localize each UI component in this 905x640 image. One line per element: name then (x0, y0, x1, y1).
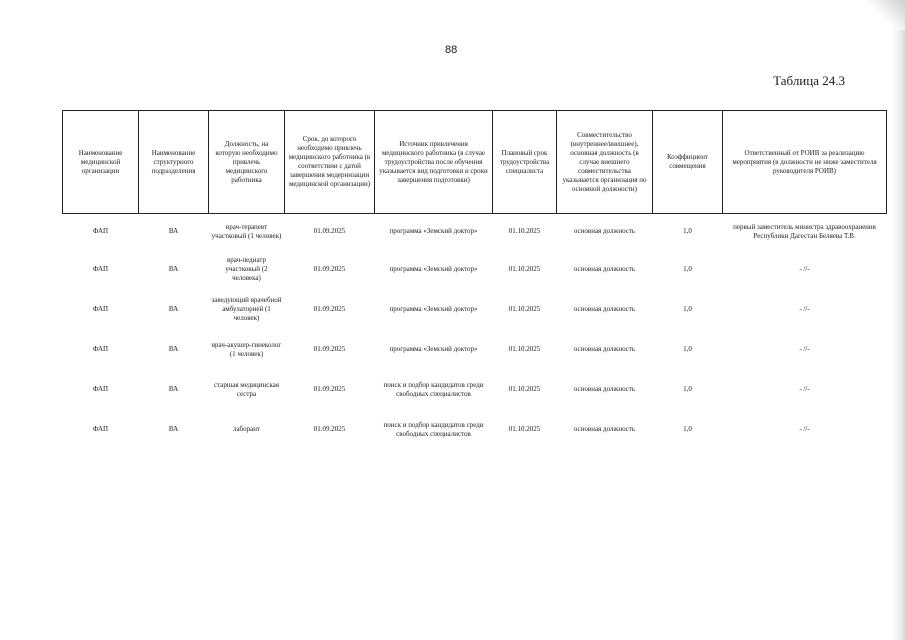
cell-org: ФАП (92, 305, 109, 313)
cell-combination: основная должность (573, 265, 636, 273)
cell-org: ФАП (92, 227, 109, 236)
cell-planned: 01.10.2025 (508, 227, 541, 236)
cell-unit: ВА (168, 345, 179, 353)
cell-planned: 01.10.2025 (508, 385, 541, 393)
cell-responsible: - //- (799, 425, 810, 433)
header-org: Наименование медицинской организации (63, 111, 139, 214)
cell-source: поиск и подбор кандидатов среди свободных специалистов (383, 380, 484, 398)
cell-responsible: - //- (799, 305, 810, 313)
cell-planned: 01.10.2025 (508, 345, 541, 353)
table-row (63, 214, 887, 250)
header-coef: Коэффициент совмещения (653, 111, 723, 214)
cell-source: программа «Земский доктор» (389, 305, 478, 313)
cell-org: ФАП (92, 265, 109, 273)
scan-corner (865, 0, 905, 30)
cell-source: программа «Земский доктор» (389, 265, 478, 273)
header-source: Источник привлечения медицинского работника (в случае трудоустройства после обучения указывается вид подготовки и сроки завершения подготовки) (375, 111, 493, 214)
cell-planned: 01.10.2025 (508, 305, 541, 313)
cell-position: врач-акушер-гинеколог (1 человек) (211, 340, 282, 358)
scan-shadow (891, 0, 905, 640)
cell-source: поиск и подбор кандидатов среди свободных специалистов (383, 420, 484, 438)
cell-combination: основная должность (573, 305, 636, 313)
header-deadline: Срок, до которого необходимо привлечь медицинского работника (в соответствии с датой завершения модернизации медицинской организации) (285, 111, 375, 214)
cell-coef: 1,0 (683, 385, 692, 393)
cell-deadline: 01.09.2025 (313, 345, 346, 353)
table-row (63, 370, 887, 410)
cell-responsible: - //- (799, 265, 810, 273)
cell-combination: основная должность (573, 425, 636, 433)
cell-coef: 1,0 (683, 227, 692, 236)
header-position: Должность, на которую необходимо привлечь медицинского работника (209, 111, 285, 214)
cell-coef: 1,0 (683, 265, 692, 273)
cell-unit: ВА (168, 265, 179, 273)
cell-org: ФАП (92, 425, 109, 433)
cell-unit: ВА (168, 227, 179, 236)
cell-deadline: 01.09.2025 (313, 265, 346, 273)
cell-coef: 1,0 (683, 425, 692, 433)
cell-unit: ВА (168, 385, 179, 393)
cell-position: лаборант (232, 425, 261, 433)
cell-responsible: первый заместитель министра здравоохранения Республики Дагестан Беляева Т.В. (733, 222, 876, 240)
cell-planned: 01.10.2025 (508, 265, 541, 273)
cell-org: ФАП (92, 385, 109, 393)
cell-deadline: 01.09.2025 (313, 305, 346, 313)
cell-coef: 1,0 (683, 305, 692, 313)
table-row (63, 330, 887, 370)
cell-planned: 01.10.2025 (508, 425, 541, 433)
cell-unit: ВА (168, 305, 179, 313)
table-title: Таблица 24.3 (773, 73, 845, 88)
header-row (63, 111, 887, 214)
header-planned: Плановый срок трудоустройства специалиста (493, 111, 557, 214)
table-row (63, 410, 887, 450)
cell-position: старшая медицинская сестра (213, 380, 280, 398)
page-number: 88 (445, 44, 458, 56)
cell-combination: основная должность (573, 345, 636, 353)
cell-position: врач-терапевт участковый (1 человек) (211, 222, 282, 240)
cell-source: программа «Земский доктор» (389, 345, 478, 353)
cell-combination: основная должность (573, 227, 636, 236)
cell-unit: ВА (168, 425, 179, 433)
cell-deadline: 01.09.2025 (313, 425, 346, 433)
header-responsible: Ответственный от РОИВ за реализацию мероприятия (в должности не ниже заместителя руководителя РОИВ) (723, 111, 887, 214)
cell-source: программа «Земский доктор» (389, 227, 478, 236)
table-row (63, 290, 887, 330)
header-unit: Наименование структурного подразделения (139, 111, 209, 214)
cell-deadline: 01.09.2025 (313, 385, 346, 393)
table-row (63, 250, 887, 290)
header-combination: Совместительство (внутреннее/внешнее), основная должность (в случае внешнего совместительства указывается организация по основной должности) (557, 111, 653, 214)
cell-position: заведующий врачебной амбулаторией (1 человек) (211, 296, 282, 322)
cell-responsible: - //- (799, 345, 810, 353)
cell-coef: 1,0 (683, 345, 692, 353)
cell-deadline: 01.09.2025 (313, 227, 346, 236)
cell-responsible: - //- (799, 385, 810, 393)
staffing-table (62, 110, 887, 450)
cell-combination: основная должность (573, 385, 636, 393)
cell-position: врач-педиатр участковый (2 человека) (225, 256, 268, 282)
cell-org: ФАП (92, 345, 109, 353)
